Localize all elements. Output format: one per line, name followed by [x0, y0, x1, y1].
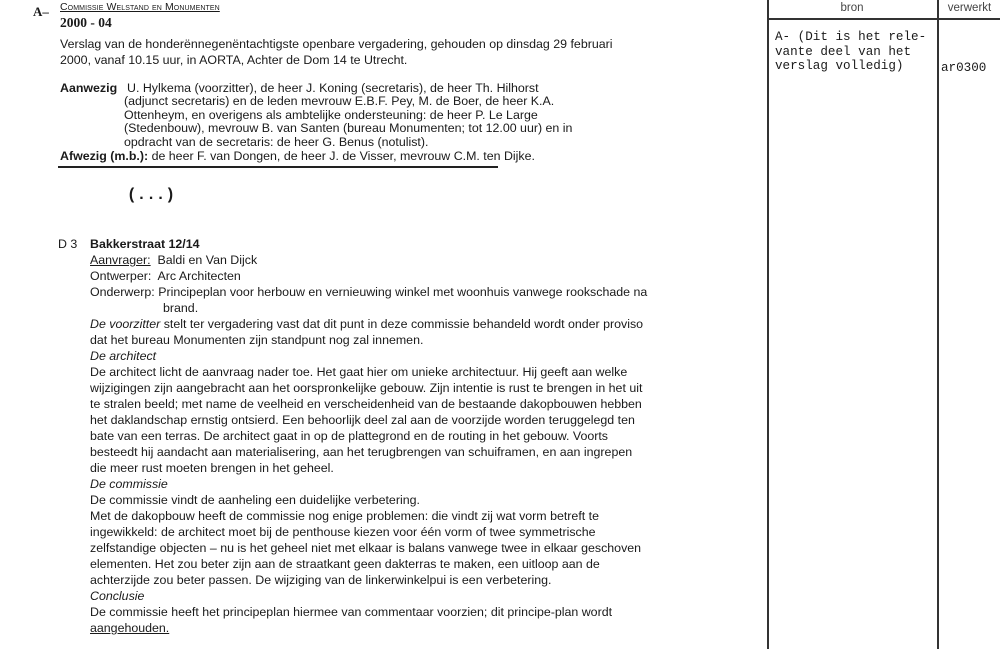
chair-text: dat het bureau Monumenten zijn standpunt nog zal innemen. — [90, 333, 424, 347]
architect-line: De architect licht de aanvraag nader toe. Het gaat hier om unieke architectuur. Hij geeft aan welke — [90, 365, 628, 379]
subject-continued: brand. — [163, 301, 199, 315]
chair-label: De voorzitter — [90, 317, 161, 331]
present-line: Ottenheym, en overigens als ambtelijke ondersteuning: de heer P. Le Large — [124, 107, 538, 122]
section-rule — [58, 166, 498, 168]
designer-label: Ontwerper: — [90, 269, 152, 283]
conclusion-line: De commissie heeft het principeplan hiermee van commentaar voorzien; dit principe-plan wordt — [90, 605, 613, 619]
present-list — [124, 82, 572, 149]
subject-label: Onderwerp: — [90, 285, 155, 299]
architect-line: het daklandschap ernstig ontsierd. Een behoorlijk deel zal aan de voorzijde worden teruggelegd ten — [90, 413, 635, 427]
report-number: 2000 - 04 — [60, 15, 112, 30]
designer: Arc Architecten — [157, 269, 241, 283]
architect-line: te stralen beeld; met name de veelheid en verscheidenheid van de bestaande dakopbouwen hebben — [90, 397, 642, 411]
source-note-line: vante deel van het — [775, 44, 912, 59]
absent-text: de heer F. van Dongen, de heer J. de Visser, mevrouw C.M. ten Dijke. — [151, 149, 535, 163]
architect-line: bate van een terras. De architect gaat in op de plattegrond en de routing in het gebouw. Voorts — [90, 429, 609, 443]
committee-line: De commissie vindt de aanheling een duidelijke verbetering. — [90, 493, 420, 507]
present-line: U. Hylkema (voorzitter), de heer J. Koning (secretaris), de heer Th. Hilhorst — [127, 81, 539, 95]
source-note-line: verslag volledig) — [775, 59, 904, 73]
committee-line: achterzijde zou beter passen. De wijziging van de linkerwinkelpui is een verbetering. — [90, 573, 552, 587]
absent-label: Afwezig (m.b.): — [60, 149, 149, 163]
table-header-rule — [767, 18, 1000, 20]
conclusion-end: aangehouden. — [90, 621, 170, 635]
conclusion-heading: Conclusie — [90, 589, 145, 603]
table-divider-left — [767, 0, 769, 649]
organization-name: Commissie Welstand en Monumenten — [60, 1, 220, 13]
table-divider-right — [937, 0, 939, 649]
item-code: D 3 — [58, 237, 78, 251]
applicant-label: Aanvrager: — [90, 253, 151, 267]
organization-title — [60, 1, 220, 13]
source-note — [775, 30, 926, 74]
architect-line: wijzigingen zijn aangebracht aan het oorspronkelijke gebouw. Zijn intentie is rust te brengen in het uit — [90, 381, 643, 395]
margin-mark: A– — [33, 4, 49, 19]
applicant: Baldi en Van Dijck — [157, 253, 258, 267]
committee-line: zelfstandige objecten – nu is het geheel niet met elkaar is balans vanwege twee in elkaar geschoven — [90, 541, 642, 555]
present-line: (adjunct secretaris) en de leden mevrouw E.B.F. Pey, M. de Boer, de heer K.A. — [124, 94, 555, 109]
intro-line: 2000, vanaf 10.15 uur, in AORTA, Achter de Dom 14 te Utrecht. — [60, 53, 408, 67]
architect-heading: De architect — [90, 349, 157, 363]
ellipsis: (...) — [127, 186, 176, 204]
committee-line: Met de dakopbouw heeft de commissie nog enige problemen: die vindt zij wat vorm betreft te — [90, 509, 599, 523]
architect-line: besteedt hij aandacht aan materialisering, aan het terugbrengen van schuiframen, en aan ingrepen — [90, 445, 633, 459]
committee-heading: De commissie — [90, 477, 168, 491]
chair-text: stelt ter vergadering vast dat dit punt in deze commissie behandeld wordt onder proviso — [160, 317, 644, 331]
intro-line: Verslag van de honderënnegenëntachtigste openbare vergadering, gehouden op dinsdag 29 februari — [60, 37, 613, 51]
present-line: (Stedenbouw), mevrouw B. van Santen (bureau Monumenten; tot 12.00 uur) en in — [124, 121, 573, 136]
present-line: opdracht van de secretaris: de heer G. Benus (notulist). — [124, 134, 429, 149]
column-header-bron: bron — [840, 2, 864, 14]
item-body — [90, 236, 647, 636]
column-header-verwerkt: verwerkt — [947, 2, 992, 14]
committee-line: ingewikkeld: de architect moet bij de penthouse kiezen voor één vorm of twee symmetrische — [90, 525, 596, 539]
item-title: Bakkerstraat 12/14 — [90, 237, 200, 251]
committee-line: elementen. Het zou beter zijn aan de straatkant geen dakterras te maken, een uitloop aan de — [90, 557, 600, 571]
subject: Principeplan voor herbouw en vernieuwing winkel met woonhuis vanwege rookschade na — [158, 285, 648, 299]
intro-paragraph — [60, 36, 613, 68]
source-note-line: A- (Dit is het rele- — [775, 30, 927, 44]
present-label: Aanwezig — [60, 81, 118, 95]
absent-row — [60, 149, 535, 164]
architect-line: die meer rust moeten brengen in het geheel. — [90, 461, 334, 475]
processed-code: ar0300 — [941, 61, 987, 75]
